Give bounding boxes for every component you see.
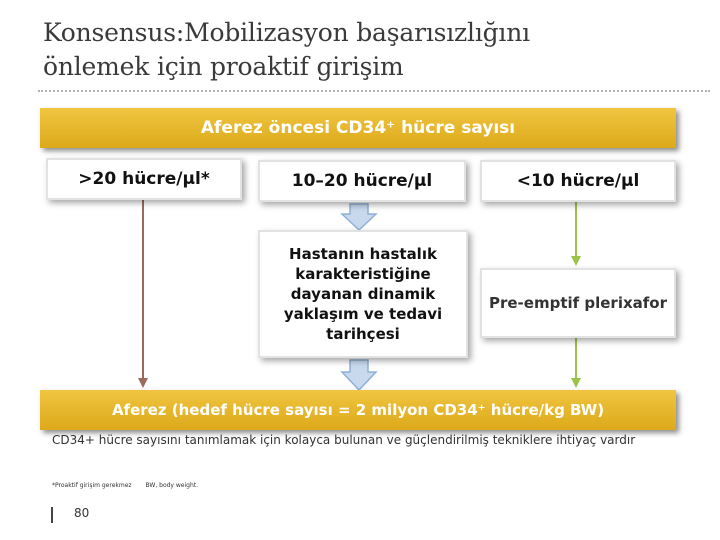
footnote-star: *Proaktif girişim gerekmez xyxy=(52,482,132,489)
branch-mid-count: 10–20 hücre/µl xyxy=(258,160,466,202)
technique-note: CD34+ hücre sayısını tanımlamak için kolayca bulunan ve güçlendirilmiş tekniklere ihtiyaç vardır xyxy=(52,433,636,447)
bottom-banner-apheresis: Aferez (hedef hücre sayısı = 2 milyon CD34⁺ hücre/kg BW) xyxy=(40,390,676,430)
branch-low-count: <10 hücre/µl xyxy=(480,160,676,202)
title-line-1: Konsensus:Mobilizasyon başarısızlığını xyxy=(43,18,530,47)
title-line-2: önlemek için proaktif girişim xyxy=(43,52,404,81)
page-number: 80 xyxy=(74,506,90,520)
preemptive-plerixafor-box: Pre-emptif plerixafor xyxy=(480,268,676,338)
arrow-dynamic-to-apheresis xyxy=(342,360,376,390)
footnote-abbreviation: BW, body weight. xyxy=(145,482,199,489)
footnotes xyxy=(52,482,210,489)
branch-high-count: >20 hücre/µl* xyxy=(46,158,242,200)
top-banner-cd34-count: Aferez öncesi CD34⁺ hücre sayısı xyxy=(40,108,676,148)
dynamic-approach-box: Hastanın hastalık karakteristiğine dayanan dinamik yaklaşım ve tedavi tarihçesi xyxy=(258,230,468,358)
arrow-mid-to-dynamic xyxy=(342,204,376,230)
page-number-bar xyxy=(51,507,53,523)
